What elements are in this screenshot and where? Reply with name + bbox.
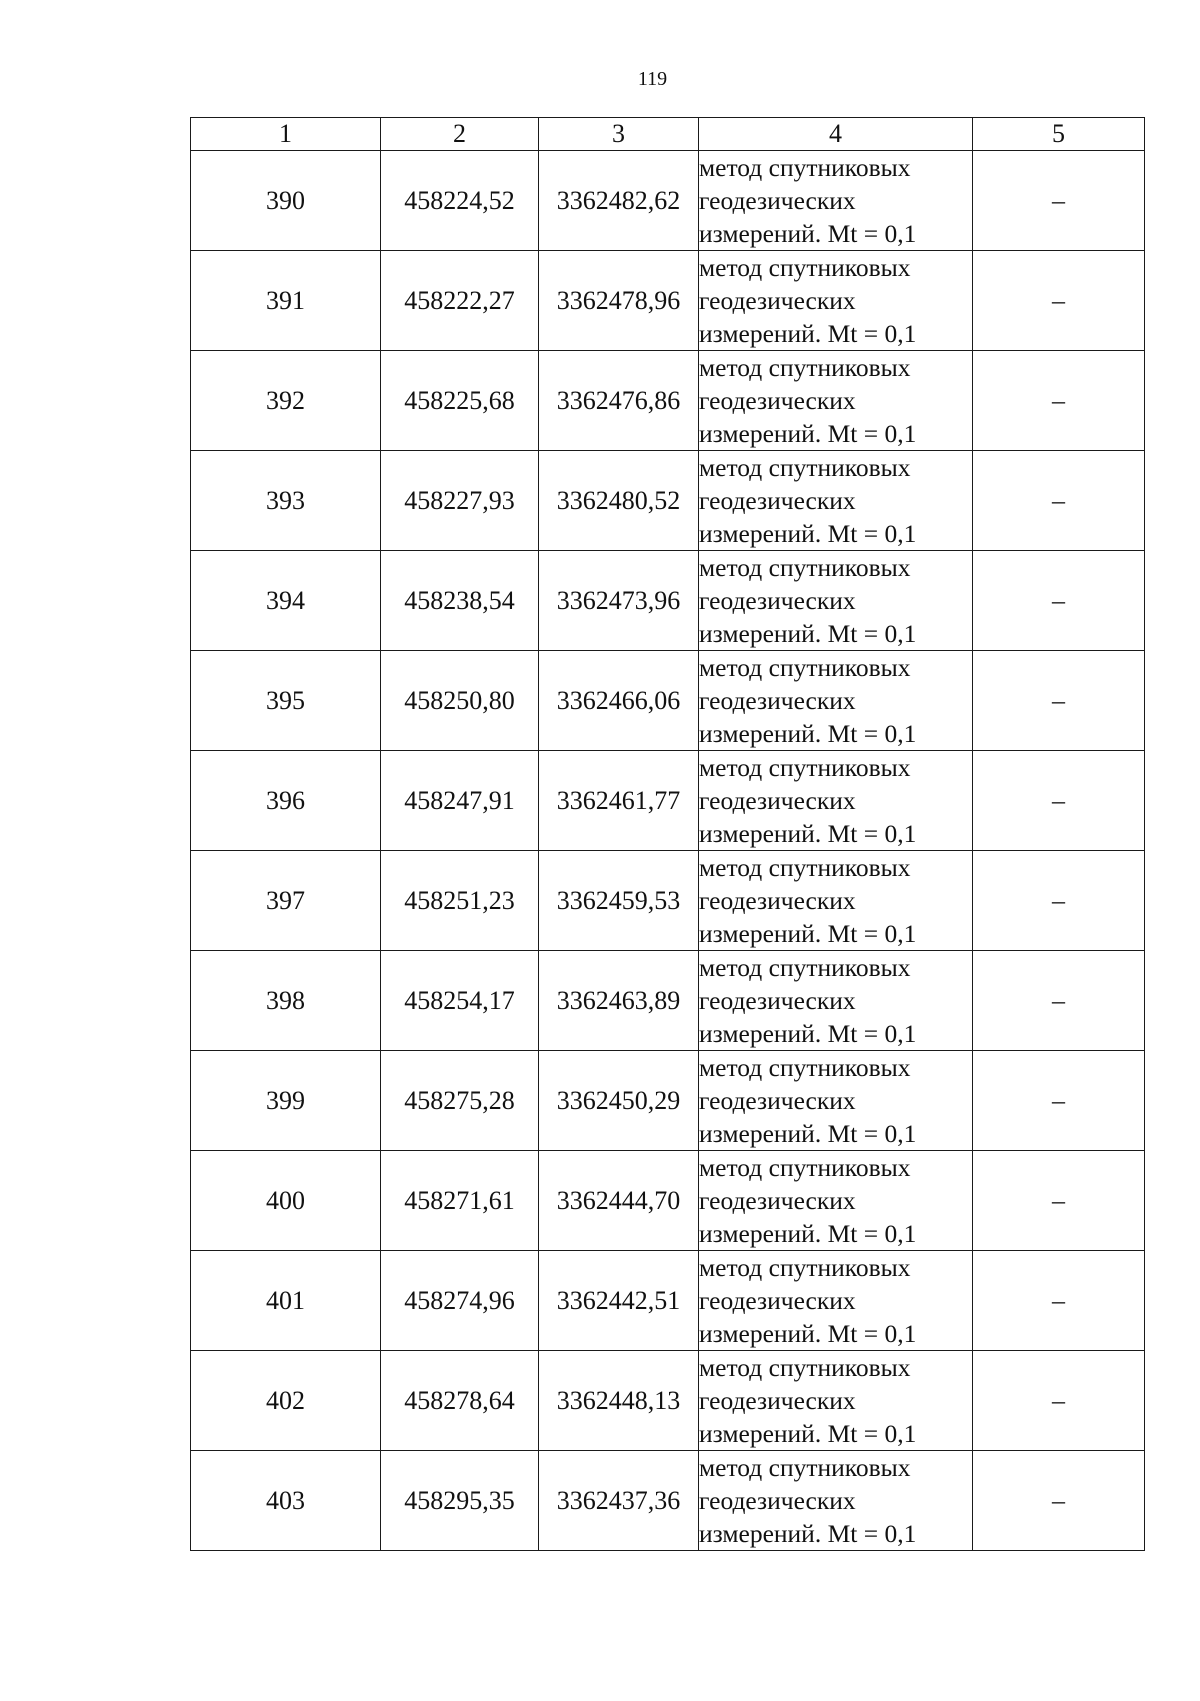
table-row bbox=[191, 1351, 1145, 1451]
x-coordinate-cell: 458238,54 bbox=[381, 551, 539, 651]
column-5-cell: – bbox=[973, 651, 1145, 751]
table-row bbox=[191, 251, 1145, 351]
method-line: измерений. Mt = 0,1 bbox=[699, 919, 917, 948]
method-line: геодезических bbox=[699, 386, 856, 415]
method-line: измерений. Mt = 0,1 bbox=[699, 419, 917, 448]
point-number-cell: 401 bbox=[191, 1251, 381, 1351]
y-coordinate-cell: 3362448,13 bbox=[539, 1351, 699, 1451]
x-coordinate-cell: 458250,80 bbox=[381, 651, 539, 751]
method-line: метод спутниковых bbox=[699, 1453, 911, 1482]
method-line: метод спутниковых bbox=[699, 453, 911, 482]
point-number-cell: 394 bbox=[191, 551, 381, 651]
point-number-cell: 395 bbox=[191, 651, 381, 751]
method-line: метод спутниковых bbox=[699, 1253, 911, 1282]
method-line: геодезических bbox=[699, 686, 856, 715]
method-line: метод спутниковых bbox=[699, 1353, 911, 1382]
y-coordinate-cell: 3362437,36 bbox=[539, 1451, 699, 1551]
table-row bbox=[191, 751, 1145, 851]
method-line: измерений. Mt = 0,1 bbox=[699, 1119, 917, 1148]
x-coordinate-cell: 458222,27 bbox=[381, 251, 539, 351]
column-5-cell: – bbox=[973, 951, 1145, 1051]
column-5-cell: – bbox=[973, 1151, 1145, 1251]
method-line: геодезических bbox=[699, 1086, 856, 1115]
method-line: метод спутниковых bbox=[699, 553, 911, 582]
x-coordinate-cell: 458271,61 bbox=[381, 1151, 539, 1251]
method-line: метод спутниковых bbox=[699, 1153, 911, 1182]
method-line: измерений. Mt = 0,1 bbox=[699, 1319, 917, 1348]
method-line: геодезических bbox=[699, 986, 856, 1015]
method-line: геодезических bbox=[699, 786, 856, 815]
x-coordinate-cell: 458247,91 bbox=[381, 751, 539, 851]
y-coordinate-cell: 3362442,51 bbox=[539, 1251, 699, 1351]
table-row bbox=[191, 651, 1145, 751]
method-line: геодезических bbox=[699, 1286, 856, 1315]
column-5-cell: – bbox=[973, 1251, 1145, 1351]
x-coordinate-cell: 458225,68 bbox=[381, 351, 539, 451]
method-line: геодезических bbox=[699, 886, 856, 915]
point-number-cell: 397 bbox=[191, 851, 381, 951]
method-cell bbox=[699, 651, 973, 751]
page-number: 119 bbox=[637, 68, 668, 90]
table-row bbox=[191, 1151, 1145, 1251]
table-row bbox=[191, 1051, 1145, 1151]
column-5-cell: – bbox=[973, 1451, 1145, 1551]
method-line: метод спутниковых bbox=[699, 653, 911, 682]
column-5-cell: – bbox=[973, 151, 1145, 251]
y-coordinate-cell: 3362476,86 bbox=[539, 351, 699, 451]
method-line: метод спутниковых bbox=[699, 753, 911, 782]
column-header-5: 5 bbox=[973, 118, 1145, 151]
column-5-cell: – bbox=[973, 851, 1145, 951]
table-row bbox=[191, 151, 1145, 251]
method-line: измерений. Mt = 0,1 bbox=[699, 1519, 917, 1548]
y-coordinate-cell: 3362480,52 bbox=[539, 451, 699, 551]
x-coordinate-cell: 458224,52 bbox=[381, 151, 539, 251]
table-row bbox=[191, 1451, 1145, 1551]
table-row bbox=[191, 451, 1145, 551]
column-5-cell: – bbox=[973, 351, 1145, 451]
method-cell bbox=[699, 351, 973, 451]
point-number-cell: 402 bbox=[191, 1351, 381, 1451]
point-number-cell: 390 bbox=[191, 151, 381, 251]
y-coordinate-cell: 3362478,96 bbox=[539, 251, 699, 351]
point-number-cell: 396 bbox=[191, 751, 381, 851]
column-5-cell: – bbox=[973, 751, 1145, 851]
method-line: измерений. Mt = 0,1 bbox=[699, 219, 917, 248]
x-coordinate-cell: 458251,23 bbox=[381, 851, 539, 951]
method-cell bbox=[699, 551, 973, 651]
coordinates-table bbox=[190, 117, 1145, 1551]
column-5-cell: – bbox=[973, 251, 1145, 351]
point-number-cell: 391 bbox=[191, 251, 381, 351]
y-coordinate-cell: 3362459,53 bbox=[539, 851, 699, 951]
point-number-cell: 392 bbox=[191, 351, 381, 451]
method-line: геодезических bbox=[699, 486, 856, 515]
method-cell bbox=[699, 151, 973, 251]
point-number-cell: 403 bbox=[191, 1451, 381, 1551]
method-line: измерений. Mt = 0,1 bbox=[699, 819, 917, 848]
y-coordinate-cell: 3362463,89 bbox=[539, 951, 699, 1051]
method-cell bbox=[699, 1351, 973, 1451]
table-row bbox=[191, 851, 1145, 951]
method-line: метод спутниковых bbox=[699, 853, 911, 882]
method-cell bbox=[699, 451, 973, 551]
column-5-cell: – bbox=[973, 451, 1145, 551]
point-number-cell: 398 bbox=[191, 951, 381, 1051]
method-line: измерений. Mt = 0,1 bbox=[699, 719, 917, 748]
column-5-cell: – bbox=[973, 1351, 1145, 1451]
column-header-4: 4 bbox=[699, 118, 973, 151]
method-cell bbox=[699, 1451, 973, 1551]
column-header-1: 1 bbox=[191, 118, 381, 151]
point-number-cell: 393 bbox=[191, 451, 381, 551]
method-line: метод спутниковых bbox=[699, 253, 911, 282]
point-number-cell: 399 bbox=[191, 1051, 381, 1151]
method-line: геодезических bbox=[699, 1186, 856, 1215]
table-row bbox=[191, 1251, 1145, 1351]
y-coordinate-cell: 3362444,70 bbox=[539, 1151, 699, 1251]
x-coordinate-cell: 458274,96 bbox=[381, 1251, 539, 1351]
column-header-3: 3 bbox=[539, 118, 699, 151]
method-cell bbox=[699, 1151, 973, 1251]
method-line: метод спутниковых bbox=[699, 153, 911, 182]
table-row bbox=[191, 951, 1145, 1051]
column-5-cell: – bbox=[973, 551, 1145, 651]
method-line: измерений. Mt = 0,1 bbox=[699, 319, 917, 348]
table-row bbox=[191, 351, 1145, 451]
x-coordinate-cell: 458295,35 bbox=[381, 1451, 539, 1551]
column-header-2: 2 bbox=[381, 118, 539, 151]
method-line: геодезических bbox=[699, 586, 856, 615]
method-cell bbox=[699, 251, 973, 351]
method-line: геодезических bbox=[699, 1386, 856, 1415]
table-header bbox=[191, 118, 1145, 151]
method-line: измерений. Mt = 0,1 bbox=[699, 1219, 917, 1248]
x-coordinate-cell: 458227,93 bbox=[381, 451, 539, 551]
y-coordinate-cell: 3362466,06 bbox=[539, 651, 699, 751]
method-line: метод спутниковых bbox=[699, 353, 911, 382]
method-cell bbox=[699, 1051, 973, 1151]
method-line: измерений. Mt = 0,1 bbox=[699, 1419, 917, 1448]
method-line: метод спутниковых bbox=[699, 1053, 911, 1082]
x-coordinate-cell: 458254,17 bbox=[381, 951, 539, 1051]
method-line: метод спутниковых bbox=[699, 953, 911, 982]
y-coordinate-cell: 3362473,96 bbox=[539, 551, 699, 651]
method-line: измерений. Mt = 0,1 bbox=[699, 1019, 917, 1048]
method-cell bbox=[699, 751, 973, 851]
y-coordinate-cell: 3362461,77 bbox=[539, 751, 699, 851]
method-line: геодезических bbox=[699, 286, 856, 315]
x-coordinate-cell: 458278,64 bbox=[381, 1351, 539, 1451]
y-coordinate-cell: 3362450,29 bbox=[539, 1051, 699, 1151]
method-cell bbox=[699, 1251, 973, 1351]
column-5-cell: – bbox=[973, 1051, 1145, 1151]
method-line: геодезических bbox=[699, 1486, 856, 1515]
method-line: измерений. Mt = 0,1 bbox=[699, 519, 917, 548]
point-number-cell: 400 bbox=[191, 1151, 381, 1251]
method-cell bbox=[699, 951, 973, 1051]
table-body bbox=[191, 151, 1145, 1551]
method-line: измерений. Mt = 0,1 bbox=[699, 619, 917, 648]
table-row bbox=[191, 551, 1145, 651]
x-coordinate-cell: 458275,28 bbox=[381, 1051, 539, 1151]
method-line: геодезических bbox=[699, 186, 856, 215]
header-row bbox=[191, 118, 1145, 151]
method-cell bbox=[699, 851, 973, 951]
y-coordinate-cell: 3362482,62 bbox=[539, 151, 699, 251]
